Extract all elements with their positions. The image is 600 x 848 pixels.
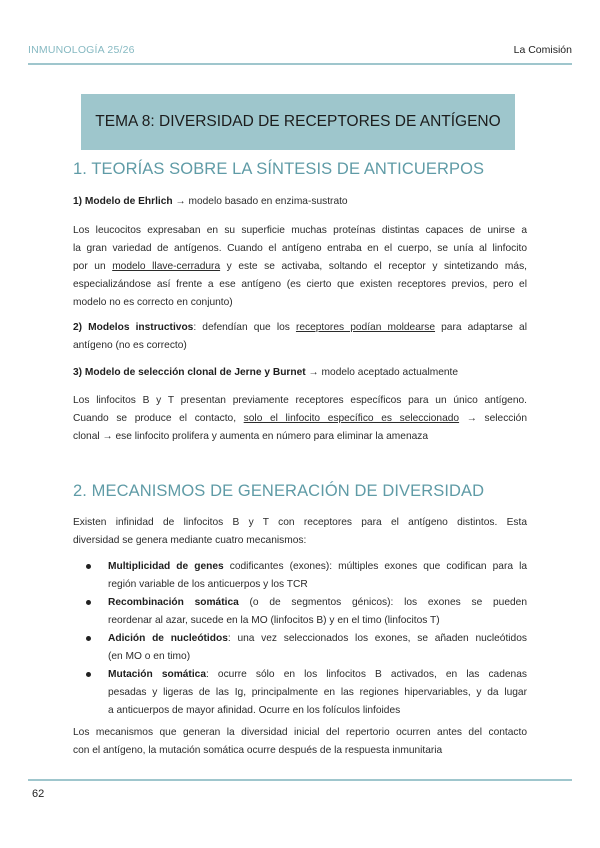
ehrlich-desc-line-2: la gran variedad de antígenos. Cuando el antígeno entraba en el cuerpo, se unía al linfocito bbox=[73, 243, 527, 254]
list-item: Multiplicidad de genes codificantes (exones): múltiples exones que codifican para la región variable de los anticuerpos y los TCR bbox=[86, 558, 527, 594]
footer-divider bbox=[28, 779, 572, 781]
bullet-icon bbox=[86, 564, 91, 569]
specific-lymphocyte-underlined: solo el linfocito específico es seleccionado bbox=[243, 413, 460, 424]
mechanism-title: Multiplicidad de genes bbox=[108, 561, 224, 572]
intro-line-2: diversidad se genera mediante cuatro mecanismos: bbox=[73, 535, 307, 546]
topic-title: TEMA 8: DIVERSIDAD DE RECEPTORES DE ANTÍGENO bbox=[95, 113, 501, 130]
list-item: Mutación somática: ocurre sólo en los linfocitos B activados, en las cadenas pesadas y ligeras de las Ig, principalmente en las regiones hipervariables, y da lugar a anticuerpos de mayor afinidad. Ocurre en los folículos linfoides bbox=[86, 666, 527, 720]
page-header bbox=[28, 44, 572, 60]
closing-line-2: con el antígeno, la mutación somática ocurre después de la respuesta inmunitaria bbox=[73, 745, 443, 756]
header-divider bbox=[28, 63, 572, 65]
instructive-models-line-2: antígeno (no es correcto) bbox=[73, 340, 187, 351]
mechanism-title: Recombinación somática bbox=[108, 597, 239, 608]
clonal-selection-description bbox=[73, 392, 527, 446]
ehrlich-desc-line-4: especializándose así frente a ese antígeno (es cierto que existen receptores previos, pero el bbox=[73, 279, 527, 290]
clonal-desc-line-2: Cuando se produce el contacto, solo el linfocito específico es seleccionado → selección bbox=[73, 413, 527, 424]
mechanism-title: Mutación somática bbox=[108, 669, 206, 680]
course-title: INMUNOLOGÍA 25/26 bbox=[28, 44, 135, 56]
closing-paragraph bbox=[73, 724, 527, 760]
section-2-intro bbox=[73, 514, 527, 550]
ehrlich-desc-line-5: modelo no es correcto en conjunto) bbox=[73, 297, 233, 308]
instructive-models: 2) Modelos instructivos: defendían que los receptores podían moldearse para adaptarse al antígeno (no es correcto) bbox=[73, 319, 527, 355]
clonal-selection-line bbox=[73, 364, 527, 382]
bullet-icon bbox=[86, 672, 91, 677]
ehrlich-model-rest: → modelo basado en enzima-sustrato bbox=[172, 196, 348, 207]
intro-line-1: Existen infinidad de linfocitos B y T con receptores para el antígeno distintos. Esta bbox=[73, 517, 527, 528]
page-number: 62 bbox=[32, 788, 45, 800]
mechanism-title: Adición de nucleótidos bbox=[108, 633, 228, 644]
section-2-heading: 2. MECANISMOS DE GENERACIÓN DE DIVERSIDAD bbox=[73, 482, 485, 500]
topic-title-banner bbox=[81, 94, 515, 150]
list-item: Recombinación somática (o de segmentos génicos): los exones se pueden reordenar al azar, sucede en la MO (linfocitos B) y en el timo (linfocitos T) bbox=[86, 594, 527, 630]
section-1-heading: 1. TEORÍAS SOBRE LA SÍNTESIS DE ANTICUERPOS bbox=[73, 160, 485, 178]
clonal-selection-title: 3) Modelo de selección clonal de Jerne y Burnet bbox=[73, 367, 306, 378]
ehrlich-desc-line-1: Los leucocitos expresaban en su superficie muchas proteínas distintas capaces de unirse a bbox=[73, 225, 527, 236]
ehrlich-model-title: 1) Modelo de Ehrlich bbox=[73, 196, 173, 207]
lock-and-key-underlined: modelo llave-cerradura bbox=[112, 261, 221, 272]
clonal-desc-line-3: clonal → ese linfocito prolifera y aumenta en número para eliminar la amenaza bbox=[73, 431, 429, 442]
ehrlich-description bbox=[73, 222, 527, 312]
mechanisms-list bbox=[86, 558, 527, 720]
author-label: La Comisión bbox=[513, 44, 572, 56]
closing-line-1: Los mecanismos que generan la diversidad inicial del repertorio ocurren antes del contacto bbox=[73, 727, 527, 738]
ehrlich-desc-line-3: por un modelo llave-cerradura y este se activaba, soltando el receptor y sintetizando más, bbox=[73, 261, 527, 272]
receptors-moldable-underlined: receptores podían moldearse bbox=[295, 322, 436, 333]
instructive-models-title: 2) Modelos instructivos bbox=[73, 322, 194, 333]
clonal-selection-rest: → modelo aceptado actualmente bbox=[305, 367, 459, 378]
ehrlich-model-line bbox=[73, 193, 527, 211]
bullet-icon bbox=[86, 636, 91, 641]
bullet-icon bbox=[86, 600, 91, 605]
list-item: Adición de nucleótidos: una vez seleccionados los exones, se añaden nucleótidos (en MO o en timo) bbox=[86, 630, 527, 666]
clonal-desc-line-1: Los linfocitos B y T presentan previamente receptores específicos para un único antígeno. bbox=[73, 395, 527, 406]
